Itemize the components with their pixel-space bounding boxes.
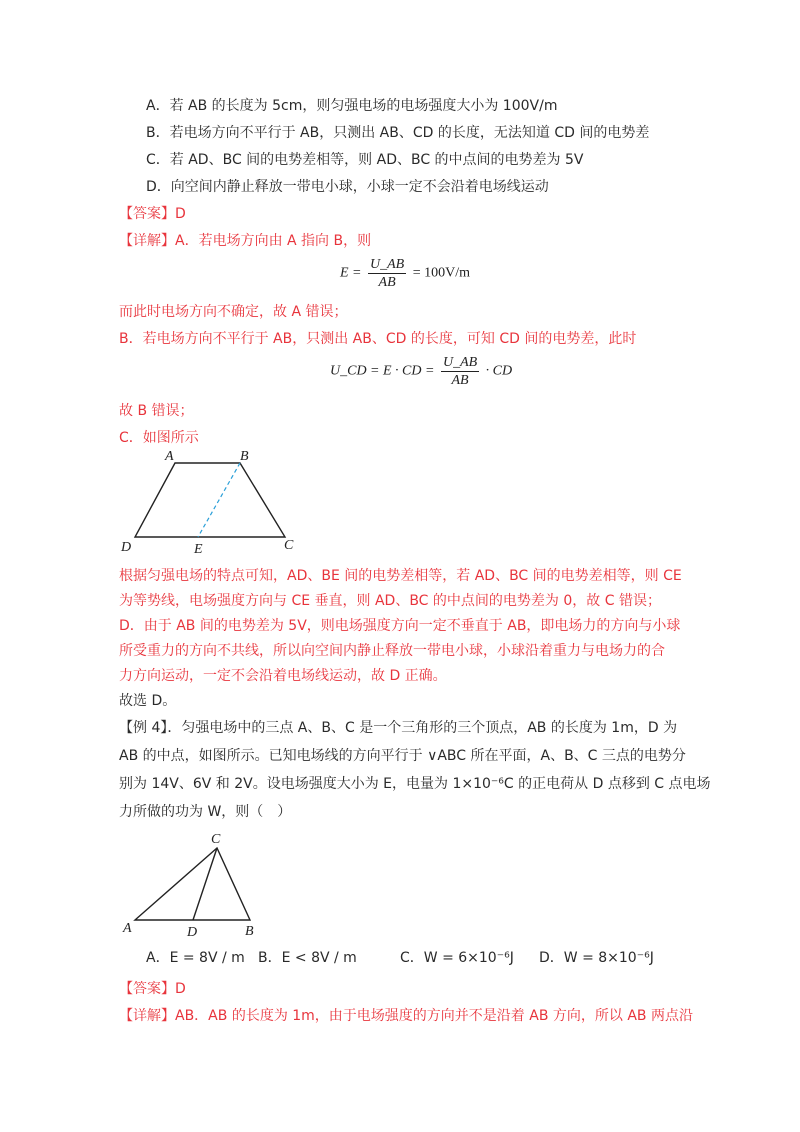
equation-1 xyxy=(340,256,470,291)
detail-line: C．如图所示 xyxy=(119,430,199,446)
example-line: AB 的中点，如图所示。已知电场线的方向平行于 ∨ABC 所在平面，A、B、C 三点的电势分 xyxy=(119,748,686,764)
label-c: C xyxy=(284,538,294,553)
label-a: A xyxy=(123,921,132,936)
answer-label: 【答案】D xyxy=(119,981,186,997)
example-line: 【例 4】．匀强电场中的三点 A、B、C 是一个三角形的三个顶点，AB 的长度为 1m，D 为 xyxy=(119,720,678,736)
eq2-denominator: AB xyxy=(451,373,469,388)
detail-line: 【详解】A．若电场方向由 A 指向 B，则 xyxy=(119,233,372,249)
option-d: D．W = 8×10⁻⁶J xyxy=(539,950,654,966)
triangle-shape xyxy=(135,848,250,920)
option-c: C．若 AD、BC 间的电势差相等，则 AD、BC 的中点间的电势差为 5V xyxy=(146,152,584,168)
label-a: A xyxy=(165,449,174,464)
eq2-rhs: · CD xyxy=(485,363,513,379)
detail-line: 而此时电场方向不确定，故 A 错误； xyxy=(119,304,348,320)
eq2-numerator: U_AB xyxy=(442,355,478,370)
option-c: C．W = 6×10⁻⁶J xyxy=(400,950,514,966)
trapezoid-shape xyxy=(135,463,285,537)
detail-line: 故 B 错误； xyxy=(119,403,194,419)
option-d: D．向空间内静止释放一带电小球，小球一定不会沿着电场线运动 xyxy=(146,179,549,195)
triangle-figure xyxy=(115,828,275,938)
detail-line: 力方向运动，一定不会沿着电场线运动，故 D 正确。 xyxy=(119,668,447,684)
eq2-lhs: U_CD = E · CD = xyxy=(330,363,435,379)
eq1-fraction xyxy=(368,256,406,291)
label-b: B xyxy=(245,924,254,938)
label-c: C xyxy=(211,832,221,847)
label-e: E xyxy=(194,542,203,557)
trapezoid-figure xyxy=(110,445,310,560)
option-a: A．若 AB 的长度为 5cm，则匀强电场的电场强度大小为 100V/m xyxy=(146,98,558,114)
detail-line: B．若电场方向不平行于 AB，只测出 AB、CD 的长度，可知 CD 间的电势差，此时 xyxy=(119,331,637,347)
detail-line: 根据匀强电场的特点可知，AD、BE 间的电势差相等，若 AD、BC 间的电势差相等，则 CE xyxy=(119,568,682,584)
detail-line: 【详解】AB．AB 的长度为 1m，由于电场强度的方向并不是沿着 AB 方向，所以 AB 两点沿 xyxy=(119,1008,693,1024)
detail-line: 为等势线，电场强度方向与 CE 垂直，则 AD、BC 的中点间的电势差为 0，故 C 错误； xyxy=(119,593,661,609)
label-d: D xyxy=(121,540,132,555)
conclusion-line: 故选 D。 xyxy=(119,693,177,709)
detail-line: D．由于 AB 间的电势差为 5V，则电场强度方向一定不垂直于 AB，即电场力的方向与小球 xyxy=(119,618,681,634)
eq1-lhs: E = xyxy=(340,265,362,281)
eq1-rhs: = 100V/m xyxy=(412,265,471,281)
eq1-denominator: AB xyxy=(378,275,396,290)
dashed-line-be xyxy=(198,463,240,537)
label-d: D xyxy=(187,925,198,938)
option-b: B．E < 8V / m xyxy=(258,950,357,966)
equation-2 xyxy=(330,354,512,389)
label-b: B xyxy=(240,449,249,464)
eq1-numerator: U_AB xyxy=(370,257,405,272)
option-b: B．若电场方向不平行于 AB，只测出 AB、CD 的长度，无法知道 CD 间的电势差 xyxy=(146,125,650,141)
option-a: A．E = 8V / m xyxy=(146,950,245,966)
eq2-fraction xyxy=(441,354,479,389)
answer-label: 【答案】D xyxy=(119,206,186,222)
example-line: 力所做的功为 W，则（ ） xyxy=(119,804,292,820)
example-line: 别为 14V、6V 和 2V。设电场强度大小为 E，电量为 1×10⁻⁶C 的正电荷从 D 点移到 C 点电场 xyxy=(119,776,711,792)
detail-line: 所受重力的方向不共线，所以向空间内静止释放一带电小球，小球沿着重力与电场力的合 xyxy=(119,643,665,659)
